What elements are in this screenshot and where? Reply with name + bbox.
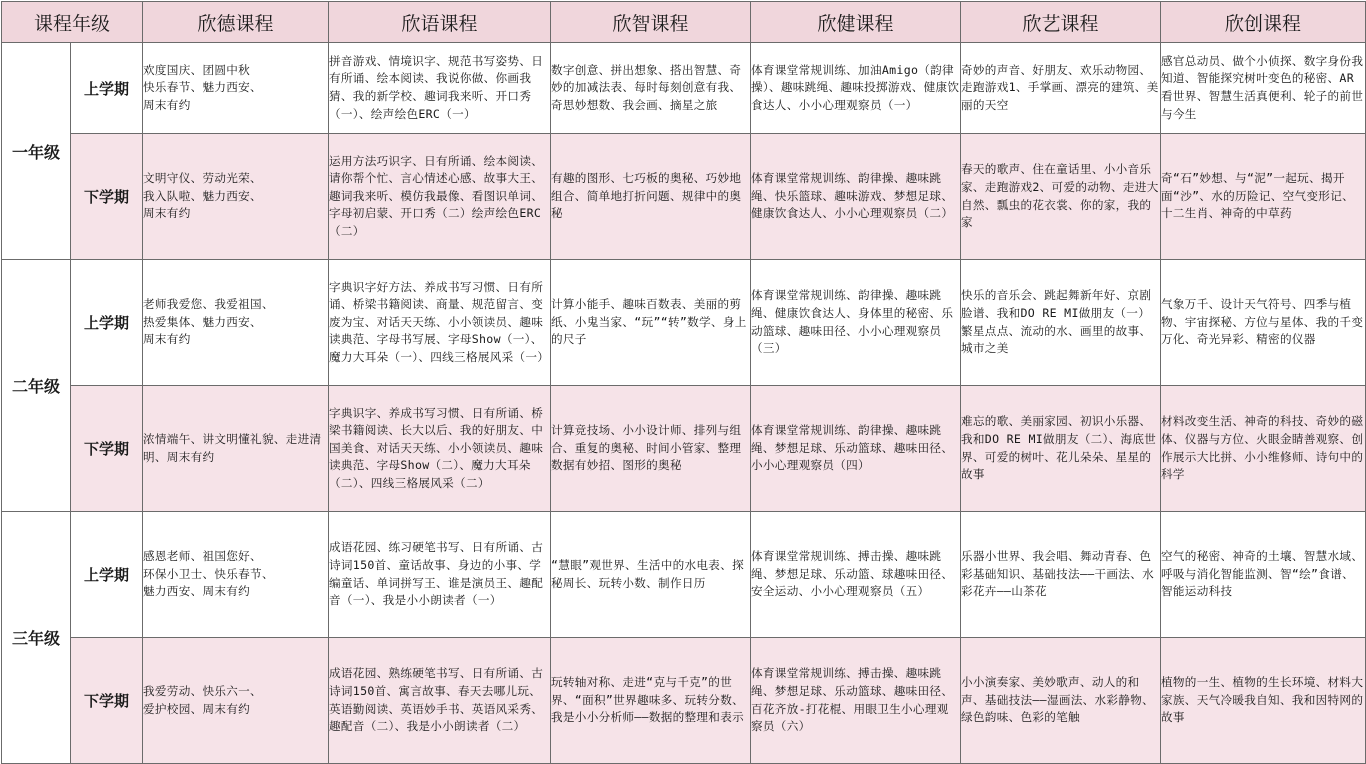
- term-label: 下学期: [71, 638, 143, 764]
- grade-label: 一年级: [2, 43, 71, 260]
- course-cell: 字典识字好方法、养成书写习惯、日有所诵、桥梁书籍阅读、商量、规范留言、变废为宝、对话天天练、小小领读员、趣味读典范、字母书写展、字母Show（一）、魔力大耳朵（一）、四线三格展风采（一）: [329, 260, 551, 386]
- course-cell: 空气的秘密、神奇的土壤、智慧水域、呼吸与消化智能监测、智“绘”食谱、智能运动科技: [1161, 512, 1366, 638]
- grade-label: 二年级: [2, 260, 71, 512]
- course-cell: 我爱劳动、快乐六一、 爱护校园、周末有约: [143, 638, 329, 764]
- term-label: 下学期: [71, 134, 143, 260]
- course-cell: 体育课堂常规训练、韵律操、趣味跳绳、健康饮食达人、身体里的秘密、乐动篮球、趣味田径、小小心理观察员（三）: [751, 260, 961, 386]
- table-row: [2, 386, 1366, 512]
- term-label: 上学期: [71, 260, 143, 386]
- term-label: 下学期: [71, 386, 143, 512]
- course-cell: 运用方法巧识字、日有所诵、绘本阅读、请你帮个忙、言心情述心感、故事大王、趣词我来听、模仿我最像、看图识单词、字母初启蒙、开口秀（二）绘声绘色ERC（二）: [329, 134, 551, 260]
- term-label: 上学期: [71, 43, 143, 134]
- course-cell: 植物的一生、植物的生长环境、材料大家族、天气冷暖我自知、我和因特网的故事: [1161, 638, 1366, 764]
- course-cell: 感恩老师、祖国您好、 环保小卫士、快乐春节、 魅力西安、周末有约: [143, 512, 329, 638]
- course-cell: 玩转轴对称、走进“克与千克”的世界、“面积”世界趣味多、玩转分数、 我是小小分析师——数据的整理和表示: [551, 638, 751, 764]
- course-cell: 成语花园、熟练硬笔书写、日有所诵、古诗词150首、寓言故事、春天去哪儿玩、英语勤阅读、英语妙手书、英语风采秀、趣配音（二）、我是小小朗读者（二）: [329, 638, 551, 764]
- course-cell: 老师我爱您、我爱祖国、 热爱集体、魅力西安、 周末有约: [143, 260, 329, 386]
- curriculum-table: [1, 1, 1366, 764]
- course-cell: 小小演奏家、美妙歌声、动人的和声、基础技法——湿画法、水彩静物、绿色韵味、色彩的笔触: [961, 638, 1161, 764]
- course-cell: 体育课堂常规训练、搏击操、趣味跳绳、梦想足球、乐动篮、球趣味田径、安全运动、小小心理观察员（五）: [751, 512, 961, 638]
- course-cell: 体育课堂常规训练、韵律操、趣味跳绳、快乐篮球、趣味游戏、梦想足球、健康饮食达人、小小心理观察员（二）: [751, 134, 961, 260]
- table-row: [2, 260, 1366, 386]
- course-cell: 体育课堂常规训练、加油Amigo（韵律操）、趣味跳绳、趣味投掷游戏、健康饮食达人、小小心理观察员（一）: [751, 43, 961, 134]
- course-cell: 奇“石”妙想、与“泥”一起玩、揭开面“沙”、水的历险记、空气变形记、十二生肖、神奇的中草药: [1161, 134, 1366, 260]
- course-cell: “慧眼”观世界、生活中的水电表、探秘周长、玩转小数、制作日历: [551, 512, 751, 638]
- header-subject-zhi: 欣智课程: [551, 2, 751, 43]
- course-cell: 数字创意、拼出想象、搭出智慧、奇妙的加减法表、每时每刻创意有我、奇思妙想数、我会画、摘星之旅: [551, 43, 751, 134]
- table-row: [2, 43, 1366, 134]
- grade-label: 三年级: [2, 512, 71, 764]
- course-cell: 计算竞技场、小小设计师、排列与组合、重复的奥秘、时间小管家、整理数据有妙招、图形的奥秘: [551, 386, 751, 512]
- course-cell: 奇妙的声音、好朋友、欢乐动物园、走跑游戏1、手掌画、漂亮的建筑、美丽的天空: [961, 43, 1161, 134]
- course-cell: 有趣的图形、七巧板的奥秘、巧妙地组合、简单地打折问题、规律中的奥秘: [551, 134, 751, 260]
- header-grade: 课程年级: [2, 2, 143, 43]
- course-cell: 乐器小世界、我会唱、舞动青春、色彩基础知识、基础技法——干画法、水彩花卉——山茶花: [961, 512, 1161, 638]
- course-cell: 浓情端午、讲文明懂礼貌、走进清明、周末有约: [143, 386, 329, 512]
- course-cell: 计算小能手、趣味百数表、美丽的剪纸、小鬼当家、“玩”“转”数学、身上的尺子: [551, 260, 751, 386]
- course-cell: 体育课堂常规训练、搏击操、趣味跳绳、梦想足球、乐动篮球、趣味田径、百花齐放-打花棍、用眼卫生小心理观察员（六）: [751, 638, 961, 764]
- header-subject-yi: 欣艺课程: [961, 2, 1161, 43]
- course-cell: 气象万千、设计天气符号、四季与植物、宇宙探秘、方位与星体、我的千变万化、奇光异彩、精密的仪器: [1161, 260, 1366, 386]
- course-cell: 拼音游戏、情境识字、规范书写姿势、日有所诵、绘本阅读、我说你做、你画我猜、我的新学校、趣词我来听、开口秀（一）、绘声绘色ERC（一）: [329, 43, 551, 134]
- course-cell: 成语花园、练习硬笔书写、日有所诵、古诗词150首、童话故事、身边的小事、学编童话、单词拼写王、谁是演员王、趣配音（一）、我是小小朗读者（一）: [329, 512, 551, 638]
- course-cell: 春天的歌声、住在童话里、小小音乐家、走跑游戏2、可爱的动物、走进大自然、瓢虫的花衣裳、你的家，我的家: [961, 134, 1161, 260]
- course-cell: 字典识字、养成书写习惯、日有所诵、桥梁书籍阅读、长大以后、我的好朋友、中国美食、对话天天练、小小领读员、趣味读典范、字母Show（二）、魔力大耳朵（二）、四线三格展风采（二）: [329, 386, 551, 512]
- course-cell: 难忘的歌、美丽家园、初识小乐器、我和DO RE MI做朋友（二）、海底世界、可爱的树叶、花儿朵朵、星星的故事: [961, 386, 1161, 512]
- header-row: [2, 2, 1366, 43]
- course-cell: 文明守仪、劳动光荣、 我入队啦、魅力西安、 周末有约: [143, 134, 329, 260]
- header-subject-yu: 欣语课程: [329, 2, 551, 43]
- header-subject-jian: 欣健课程: [751, 2, 961, 43]
- course-cell: 感官总动员、做个小侦探、数字身份我知道、智能探究树叶变色的秘密、AR看世界、智慧生活真便利、轮子的前世与今生: [1161, 43, 1366, 134]
- term-label: 上学期: [71, 512, 143, 638]
- table-row: [2, 512, 1366, 638]
- header-subject-de: 欣德课程: [143, 2, 329, 43]
- course-cell: 体育课堂常规训练、韵律操、趣味跳绳、梦想足球、乐动篮球、趣味田径、小小心理观察员（四）: [751, 386, 961, 512]
- header-subject-chuang: 欣创课程: [1161, 2, 1366, 43]
- course-cell: 快乐的音乐会、跳起舞新年好、京剧脸谱、我和DO RE MI做朋友（一）繁星点点、流动的水、画里的故事、城市之美: [961, 260, 1161, 386]
- course-cell: 欢度国庆、团圆中秋 快乐春节、魅力西安、 周末有约: [143, 43, 329, 134]
- table-row: [2, 638, 1366, 764]
- table-row: [2, 134, 1366, 260]
- course-cell: 材料改变生活、神奇的科技、奇妙的磁体、仪器与方位、火眼金睛善观察、创作展示大比拼、小小维修师、诗句中的科学: [1161, 386, 1366, 512]
